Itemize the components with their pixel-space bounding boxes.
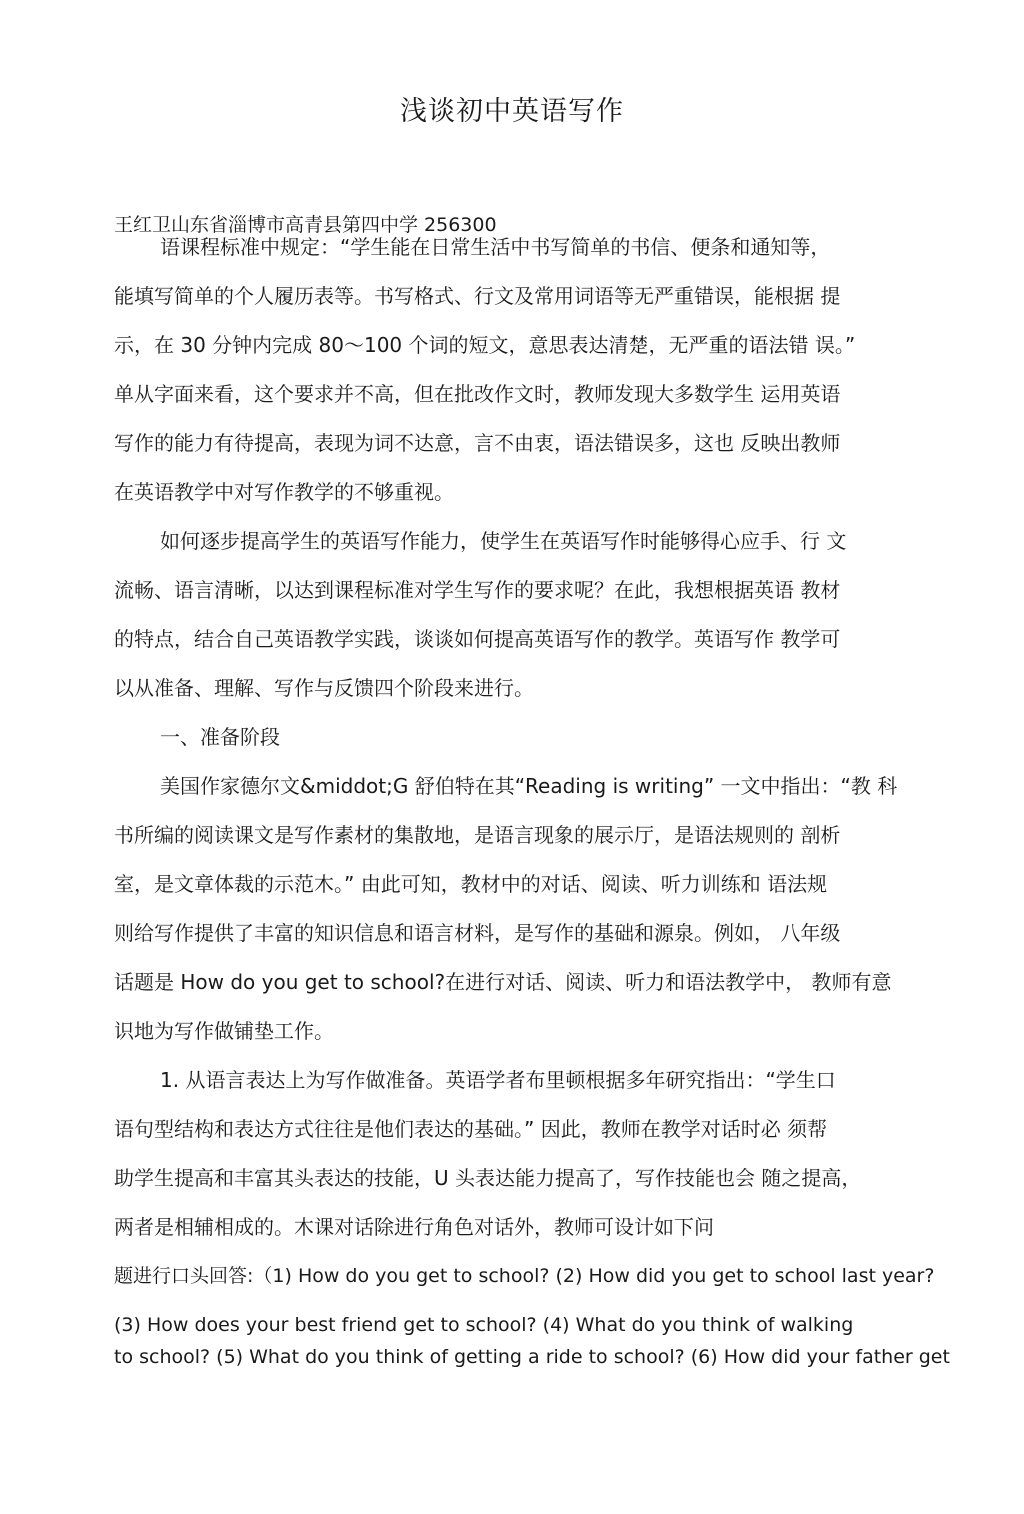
author-line: 王红卫山东省淄博市高青县第四中学 256300 (114, 214, 497, 236)
paragraph-line: 能填写简单的个人履历表等。书写格式、行文及常用词语等无严重错误，能根据 提 (114, 284, 841, 308)
paragraph-line: 语句型结构和表达方式往往是他们表达的基础。” 因此，教师在教学对话时必 须帮 (114, 1117, 828, 1141)
paragraph-line: 美国作家德尔文&middot;G 舒伯特在其“Reading is writing” 一文中指出：“教 科 (160, 774, 898, 798)
paragraph-line: 1. 从语言表达上为写作做准备。英语学者布里顿根据多年研究指出：“学生口 (160, 1068, 836, 1092)
paragraph-line: 题进行口头回答:（1) How do you get to school? (2) How did you get to school last year? (114, 1265, 935, 1287)
paragraph-line: 写作的能力有待提高，表现为词不达意，言不由衷，语法错误多，这也 反映出教师 (114, 431, 841, 455)
paragraph-line: 识地为写作做铺垫工作。 (114, 1019, 334, 1043)
paragraph-line: 示，在 30 分钟内完成 80～100 个词的短文，意思表达清楚，无严重的语法错 误。” (114, 333, 856, 357)
paragraph-line: 话题是 How do you get to school?在进行对话、阅读、听力和语法教学中， 教师有意 (114, 970, 892, 994)
paragraph-line: 如何逐步提高学生的英语写作能力，使学生在英语写作时能够得心应手、行 文 (160, 529, 847, 553)
paragraph-line: 单从字面来看，这个要求并不高，但在批改作文时，教师发现大多数学生 运用英语 (114, 382, 841, 406)
paragraph-line: 则给写作提供了丰富的知识信息和语言材料，是写作的基础和源泉。例如， 八年级 (114, 921, 841, 945)
paragraph-line: 书所编的阅读课文是写作素材的集散地，是语言现象的展示厅，是语法规则的 剖析 (114, 823, 841, 847)
paragraph-line: 室，是文章体裁的示范木。” 由此可知，教材中的对话、阅读、听力训练和 语法规 (114, 872, 828, 896)
paragraph-line: 流畅、语言清晰，以达到课程标准对学生写作的要求呢？在此，我想根据英语 教材 (114, 578, 841, 602)
document-title: 浅谈初中英语写作 (400, 96, 624, 127)
paragraph-line: 以从准备、理解、写作与反馈四个阶段来进行。 (114, 676, 534, 700)
paragraph-line: 在英语教学中对写作教学的不够重视。 (114, 480, 454, 504)
section-heading: 一、准备阶段 (160, 725, 280, 749)
paragraph-line: (3) How does your best friend get to school? (4) What do you think of walking (114, 1314, 854, 1336)
paragraph-line: to school? (5) What do you think of getting a ride to school? (6) How did your father get (114, 1346, 950, 1368)
paragraph-line: 两者是相辅相成的。木课对话除进行角色对话外，教师可设计如下问 (114, 1215, 714, 1239)
paragraph-line: 语课程标准中规定：“学生能在日常生活中书写简单的书信、便条和通知等， (160, 235, 831, 259)
paragraph-line: 助学生提高和丰富其头表达的技能，U 头表达能力提高了，写作技能也会 随之提高， (114, 1166, 862, 1190)
paragraph-line: 的特点，结合自己英语教学实践，谈谈如何提高英语写作的教学。英语写作 教学可 (114, 627, 841, 651)
